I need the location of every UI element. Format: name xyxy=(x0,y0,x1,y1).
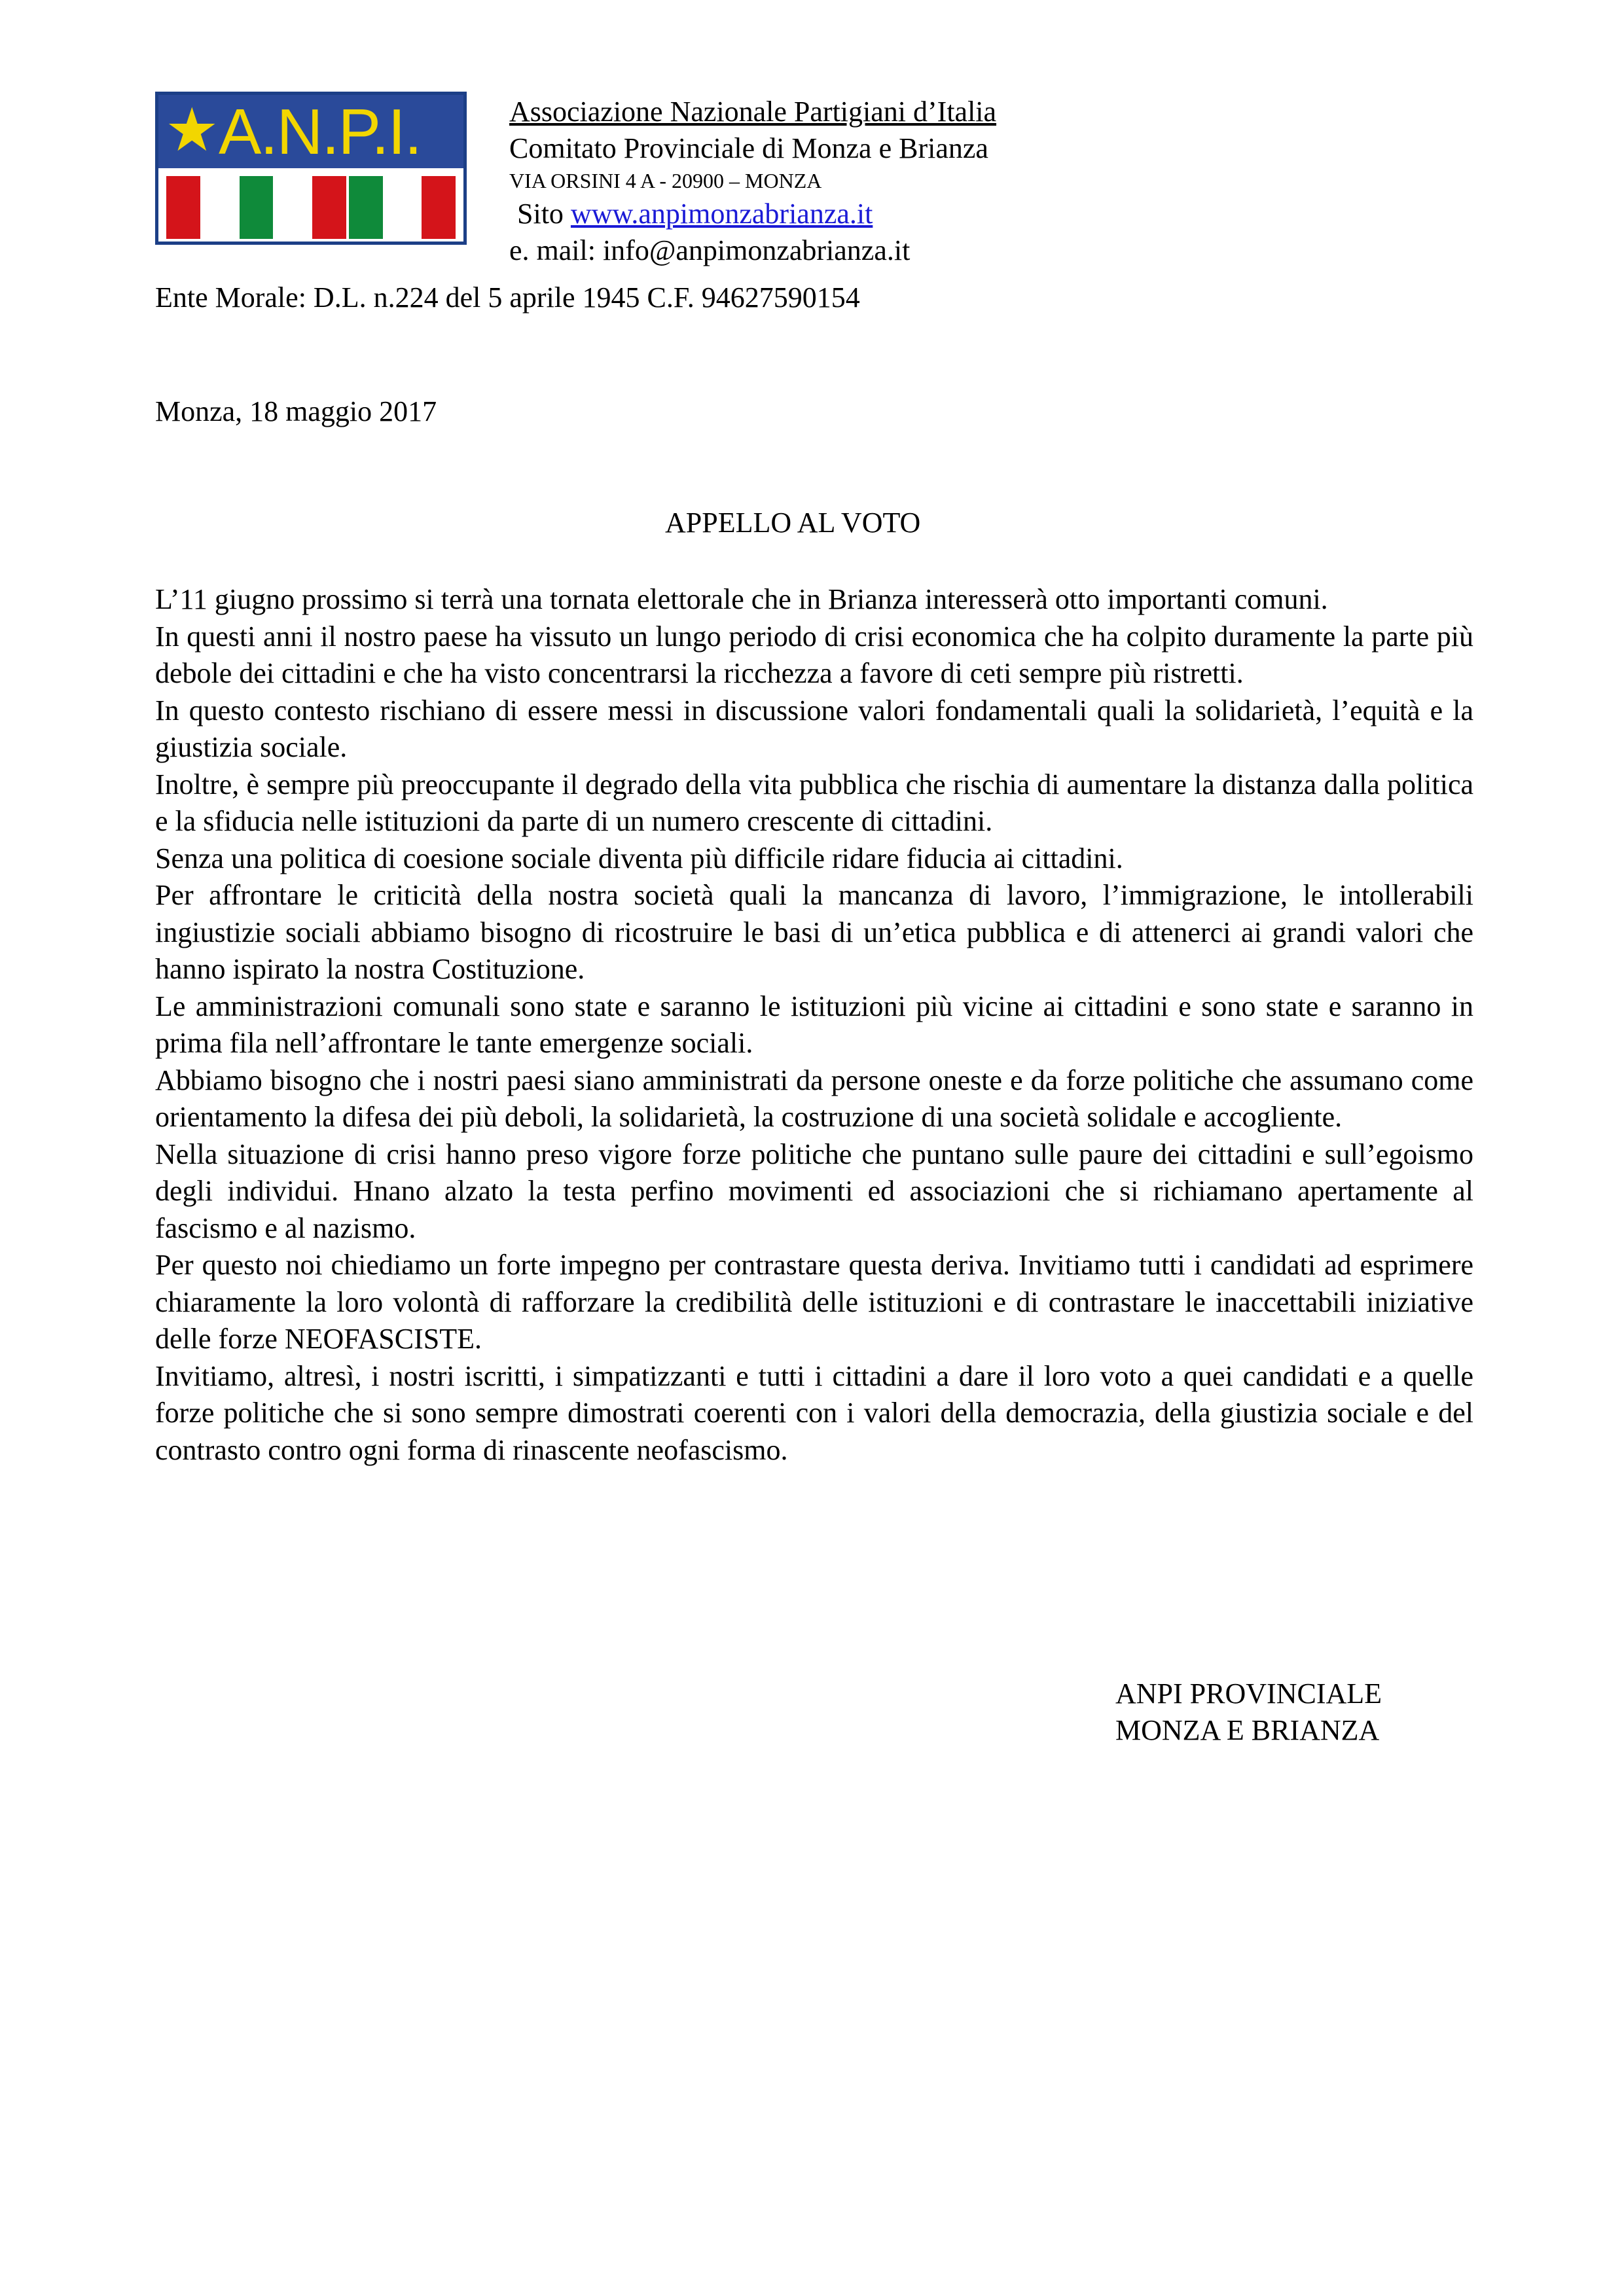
paragraph: Inoltre, è sempre più preoccupante il degrado della vita pubblica che rischia di aumentare la distanza dalla politica e la sfiducia nelle istituzioni da parte di un numero crescente di cittadini. xyxy=(155,768,1473,837)
star-icon: ★ xyxy=(165,97,219,164)
signature-line: MONZA E BRIANZA xyxy=(1115,1714,1380,1746)
address: VIA ORSINI 4 A - 20900 – MONZA xyxy=(509,169,822,192)
signature-line: ANPI PROVINCIALE xyxy=(1115,1677,1382,1710)
website-line xyxy=(517,198,873,230)
flag-stripe xyxy=(240,176,274,239)
paragraph: Invitiamo, altresì, i nostri iscritti, i simpatizzanti e tutti i cittadini a dare il loro voto a quei candidati e a quelle forze politiche che si sono sempre dimostrati coerenti con i valori della democrazia, della giustizia sociale e del contrasto contro ogni forma di rinascente neofascismo. xyxy=(155,1359,1473,1466)
flag-stripe xyxy=(203,176,237,239)
paragraph: In questi anni il nostro paese ha vissuto un lungo periodo di crisi economica che ha colpito duramente la parte più debole dei cittadini e che ha visto concentrarsi la ricchezza a favore di ceti sempre più ristretti. xyxy=(155,620,1473,689)
flag-stripe xyxy=(312,176,346,239)
paragraph: Nella situazione di crisi hanno preso vigore forze politiche che puntano sulle paure dei cittadini e sull’egoismo degli individui. Hnano alzato la testa perfino movimenti ed associazioni che si richiamano apertamente al fascismo e al nazismo. xyxy=(155,1138,1473,1244)
logo-flag-stripes xyxy=(166,176,456,239)
letter-date: Monza, 18 maggio 2017 xyxy=(155,395,437,427)
signature xyxy=(1115,1676,1382,1749)
letter-title: APPELLO AL VOTO xyxy=(665,507,921,539)
logo-text: A.N.P.I. xyxy=(219,96,422,168)
paragraph: Per questo noi chiediamo un forte impegno per contrastare questa deriva. Invitiamo tutti i candidati ad esprimere chiaramente la loro volontà di rafforzare la credibilità delle istituzioni e di contrastare le inaccettabili iniziative delle forze NEOFASCISTE. xyxy=(155,1249,1473,1355)
paragraph: Le amministrazioni comunali sono state e saranno le istituzioni più vicine ai cittadini e sono state e saranno in prima fila nell’affrontare le tante emergenze sociali. xyxy=(155,990,1473,1059)
flag-stripe xyxy=(276,176,310,239)
ente-morale: Ente Morale: D.L. n.224 del 5 aprile 1945 C.F. 94627590154 xyxy=(155,281,860,314)
anpi-logo xyxy=(155,92,467,245)
org-name: Associazione Nazionale Partigiani d’Italia xyxy=(509,96,997,128)
flag-stripe xyxy=(422,176,456,239)
committee-name: Comitato Provinciale di Monza e Brianza xyxy=(509,132,988,164)
flag-stripe xyxy=(166,176,200,239)
paragraph: In questo contesto rischiano di essere messi in discussione valori fondamentali quali la solidarietà, l’equità e la giustizia sociale. xyxy=(155,694,1473,763)
flag-stripe xyxy=(386,176,420,239)
website-link[interactable]: www.anpimonzabrianza.it xyxy=(570,198,873,230)
site-label: Sito xyxy=(517,198,564,230)
paragraph: Per affrontare le criticità della nostra società quali la mancanza di lavoro, l’immigrazione, le intollerabili ingiustizie sociali abbiamo bisogno di ricostruire le basi di un’etica pubblica e di attenerci ai grandi valori che hanno ispirato la nostra Costituzione. xyxy=(155,879,1473,985)
flag-stripe xyxy=(349,176,383,239)
letter-body xyxy=(155,581,1473,1469)
email-line: e. mail: info@anpimonzabrianza.it xyxy=(509,234,911,266)
paragraph: Senza una politica di coesione sociale diventa più difficile ridare fiducia ai cittadini. xyxy=(155,842,1123,874)
paragraph: Abbiamo bisogno che i nostri paesi siano amministrati da persone oneste e da forze politiche che assumano come orientamento la difesa dei più deboli, la solidarietà, la costruzione di una società solidale e accogliente. xyxy=(155,1064,1473,1133)
paragraph: L’11 giugno prossimo si terrà una tornata elettorale che in Brianza interesserà otto importanti comuni. xyxy=(155,583,1328,615)
